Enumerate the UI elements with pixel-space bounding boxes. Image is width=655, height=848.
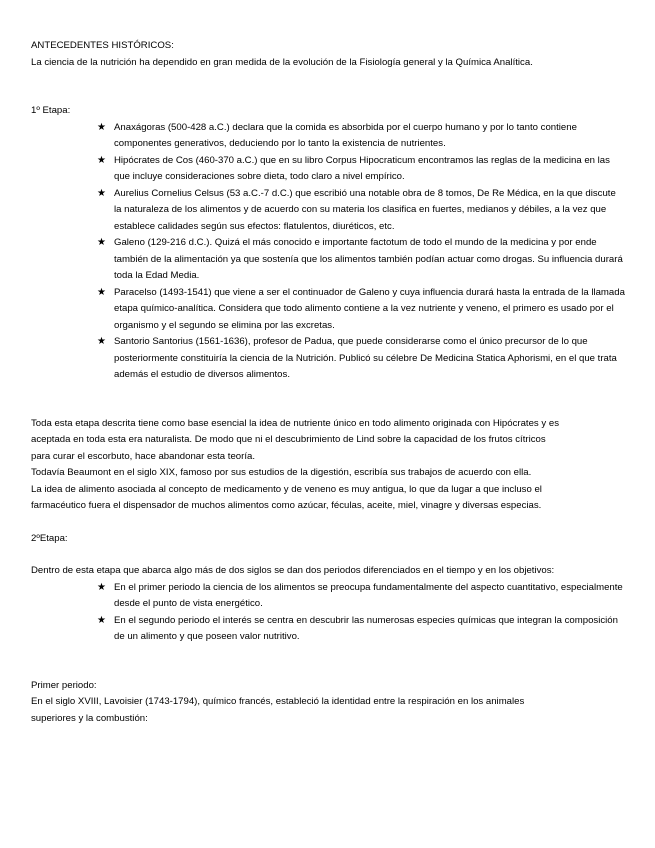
list-item-text: Paracelso (1493-1541) que viene a ser el continuador de Galeno y cuya influencia durará hasta la entrada de la llamada etapa químico-analítica. Considera que todo alimento contiene a la vez nutriente y veneno, el primero es usado por el organismo y el segundo se elimina por las excretas.: [114, 286, 625, 331]
list-item-text: Anaxágoras (500-428 a.C.) declara que la comida es absorbida por el cuerpo humano y por lo tanto contiene componentes generativos, deduciendo por lo tanto la existencia de nutrientes.: [114, 121, 577, 149]
star-bullet-icon: ★: [97, 154, 106, 166]
star-bullet-icon: ★: [97, 286, 106, 298]
list-item-text: En el primer periodo la ciencia de los alimentos se preocupa fundamentalmente del aspecto cuantitativo, especialmente desde el punto de vista energético.: [114, 581, 623, 609]
list-item-text: Santorio Santorius (1561-1636), profesor de Padua, que puede considerarse como el único precursor de lo que posteriormente constituiría la ciencia de la Nutrición. Publicó su célebre De Medicina Statica Aphorismi, en el que trata además el estudio de diversos alimentos.: [114, 336, 617, 380]
etapa2-intro: Dentro de esta etapa que abarca algo más de dos siglos se dan dos periodos diferenciados en el tiempo y en los objetivos:: [31, 565, 555, 576]
list-item: [31, 120, 625, 153]
summary-line: Toda esta etapa descrita tiene como base esencial la idea de nutriente único en todo alimento originada con Hipócrates y es: [31, 417, 559, 429]
list-item: [31, 285, 625, 335]
intro-paragraph: La ciencia de la nutrición ha dependido en gran medida de la evolución de la Fisiología general y la Química Analítica.: [31, 56, 533, 68]
list-item: [31, 580, 625, 613]
star-bullet-icon: ★: [97, 121, 106, 133]
summary-line: La idea de alimento asociada al concepto de medicamento y de veneno es muy antigua, lo que da lugar a que incluso el: [31, 483, 542, 495]
list-item-text: Galeno (129-216 d.C.). Quizá el más conocido e importante factotum de todo el mundo de la medicina y por ende también de la alimentación ya que sostenía que los alimentos también podían actuar como drogas. Su influencia durará toda la Edad Media.: [114, 237, 623, 281]
star-bullet-icon: ★: [97, 336, 106, 347]
list-item-text: Aurelius Cornelius Celsus (53 a.C.-7 d.C.) que escribió una notable obra de 8 tomos, De Re Médica, en la que discute la naturaleza de los alimentos y de acuerdo con su materia los clasifica en fuertes, medianos y débiles, a la vez que establece calidades según sus efectos: flatulentos, diuréticos, etc.: [114, 187, 616, 232]
list-item: [31, 334, 625, 384]
section-heading: ANTECEDENTES HISTÓRICOS:: [31, 40, 174, 51]
periodo1-title: Primer periodo:: [31, 679, 97, 691]
list-item: [31, 613, 625, 646]
document-page: [31, 38, 625, 727]
summary-line: aceptada en toda esta era naturalista. De modo que ni el descubrimiento de Lind sobre la capacidad de los frutos cítricos: [31, 434, 546, 445]
list-item: [31, 153, 625, 186]
star-bullet-icon: ★: [97, 581, 106, 593]
list-item-text: Hipócrates de Cos (460-370 a.C.) que en su libro Corpus Hipocraticum encontramos las reglas de la medicina en las que incluye consideraciones sobre dieta, todo claro a nivel empírico.: [114, 154, 610, 182]
summary-line: para curar el escorbuto, hace abandonar esta teoría.: [31, 450, 255, 462]
etapa2-title: 2ºEtapa:: [31, 532, 68, 544]
star-bullet-icon: ★: [97, 614, 106, 626]
summary-line: Todavía Beaumont en el siglo XIX, famoso por sus estudios de la digestión, escribía sus trabajos de acuerdo con ella.: [31, 467, 532, 478]
summary-line: farmacéutico fuera el dispensador de muchos alimentos como azúcar, féculas, aceite, miel, vinagre y diversas especias.: [31, 500, 542, 511]
star-bullet-icon: ★: [97, 237, 106, 248]
list-item-text: En el segundo periodo el interés se centra en descubrir las numerosas especies químicas que integran la composición de un alimento y que poseen valor nutritivo.: [114, 614, 618, 642]
etapa1-list: [31, 120, 625, 384]
list-item: [31, 235, 625, 285]
star-bullet-icon: ★: [97, 187, 106, 199]
periodo1-line: En el siglo XVIII, Lavoisier (1743-1794), químico francés, estableció la identidad entre la respiración en los animales: [31, 696, 525, 707]
periodo1-line: superiores y la combustión:: [31, 712, 148, 724]
list-item: [31, 186, 625, 236]
etapa1-title: 1º Etapa:: [31, 105, 71, 116]
etapa2-list: [31, 580, 625, 646]
